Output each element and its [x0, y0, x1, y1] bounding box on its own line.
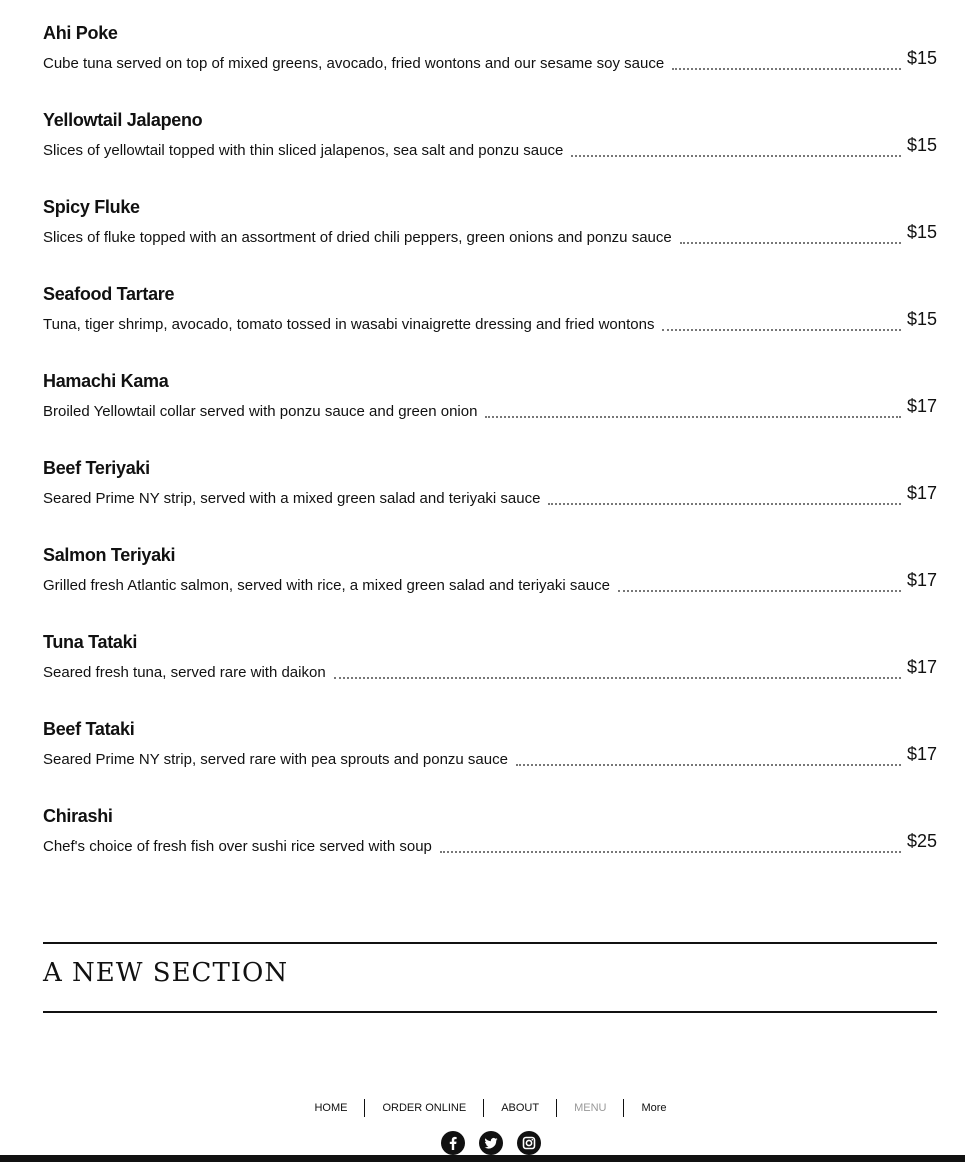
instagram-icon[interactable]	[517, 1131, 541, 1155]
item-description: Tuna, tiger shrimp, avocado, tomato tossed in wasabi vinaigrette dressing and fried wontons	[43, 316, 655, 333]
item-name: Chirashi	[43, 806, 113, 826]
item-description: Grilled fresh Atlantic salmon, served with rice, a mixed green salad and teriyaki sauce	[43, 577, 610, 594]
menu-item	[43, 543, 937, 630]
dot-leader	[662, 329, 901, 331]
item-line	[43, 483, 937, 509]
item-name: Spicy Fluke	[43, 197, 140, 217]
item-description: Cube tuna served on top of mixed greens, avocado, fried wontons and our sesame soy sauce	[43, 55, 665, 72]
menu-item	[43, 804, 937, 891]
menu-item	[43, 369, 937, 456]
item-description: Seared fresh tuna, served rare with daikon	[43, 664, 326, 681]
dot-leader	[334, 677, 901, 679]
item-line	[43, 744, 937, 770]
item-name: Hamachi Kama	[43, 371, 169, 391]
dot-leader	[680, 242, 901, 244]
nav-more[interactable]: More	[641, 1102, 667, 1114]
dot-leader	[672, 68, 901, 70]
item-description: Slices of yellowtail topped with thin sliced jalapenos, sea salt and ponzu sauce	[43, 142, 564, 159]
menu-item	[43, 108, 937, 195]
item-name: Beef Tataki	[43, 719, 135, 739]
menu-item	[43, 195, 937, 282]
dot-leader	[516, 764, 901, 766]
item-name: Seafood Tartare	[43, 284, 175, 304]
item-price: $17	[906, 570, 937, 590]
item-line	[43, 48, 937, 74]
facebook-icon[interactable]	[441, 1131, 465, 1155]
menu-list	[43, 21, 937, 891]
menu-item	[43, 630, 937, 717]
item-description: Chef's choice of fresh fish over sushi rice served with soup	[43, 838, 432, 855]
item-name: Ahi Poke	[43, 23, 118, 43]
menu-item	[43, 717, 937, 804]
item-line	[43, 135, 937, 161]
item-price: $17	[906, 657, 937, 677]
item-description: Broiled Yellowtail collar served with ponzu sauce and green onion	[43, 403, 478, 420]
item-name: Tuna Tataki	[43, 632, 138, 652]
item-name: Salmon Teriyaki	[43, 545, 176, 565]
item-line	[43, 396, 937, 422]
footer-nav	[0, 1098, 965, 1118]
item-description: Seared Prime NY strip, served with a mixed green salad and teriyaki sauce	[43, 490, 541, 507]
footer-bar	[0, 1155, 965, 1162]
menu-item	[43, 456, 937, 543]
item-price: $17	[906, 744, 937, 764]
item-name: Beef Teriyaki	[43, 458, 150, 478]
dot-leader	[485, 416, 901, 418]
dot-leader	[440, 851, 901, 853]
menu-item	[43, 21, 937, 108]
dot-leader	[618, 590, 901, 592]
item-price: $15	[906, 135, 937, 155]
item-price: $15	[906, 48, 937, 68]
section-bottom-divider	[43, 1011, 937, 1013]
nav-about[interactable]: ABOUT	[501, 1102, 540, 1114]
dot-leader	[548, 503, 900, 505]
item-line	[43, 831, 937, 857]
item-line	[43, 657, 937, 683]
item-description: Seared Prime NY strip, served rare with pea sprouts and ponzu sauce	[43, 751, 508, 768]
item-price: $15	[906, 309, 937, 329]
section-top-divider	[43, 942, 937, 944]
dot-leader	[571, 155, 901, 157]
item-price: $25	[906, 831, 937, 851]
item-price: $15	[906, 222, 937, 242]
item-price: $17	[906, 483, 937, 503]
item-price: $17	[906, 396, 937, 416]
item-line	[43, 570, 937, 596]
nav-menu[interactable]: MENU	[574, 1102, 607, 1114]
twitter-icon[interactable]	[479, 1131, 503, 1155]
menu-item	[43, 282, 937, 369]
item-line	[43, 222, 937, 248]
nav-order-online[interactable]: ORDER ONLINE	[382, 1102, 467, 1114]
item-description: Slices of fluke topped with an assortment of dried chili peppers, green onions and ponzu sauce	[43, 229, 672, 246]
item-name: Yellowtail Jalapeno	[43, 110, 203, 130]
item-line	[43, 309, 937, 335]
nav-home[interactable]: HOME	[314, 1102, 348, 1114]
social-links	[0, 1131, 965, 1155]
section-title: A NEW SECTION	[43, 958, 289, 988]
